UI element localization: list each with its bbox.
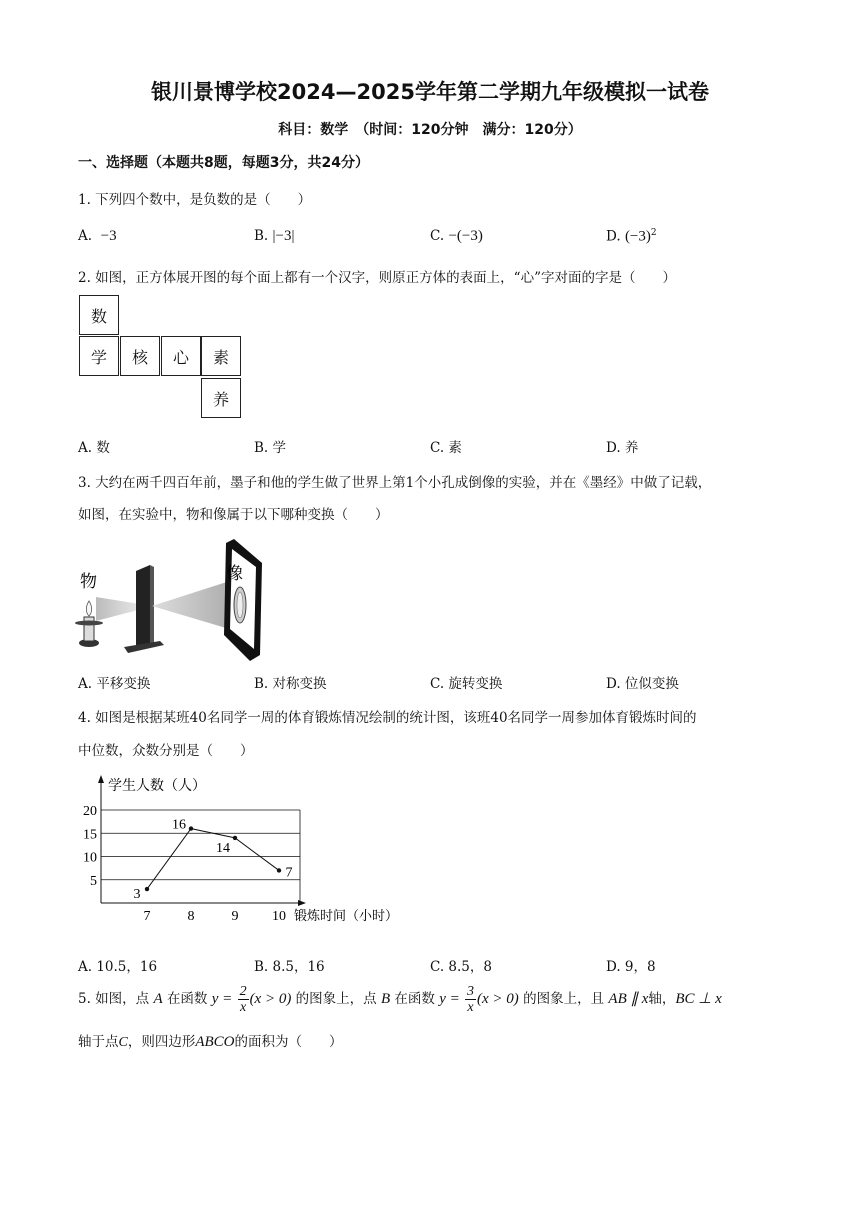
x-tick-label: 8 (187, 909, 195, 924)
x-axis-arrow-icon (298, 900, 306, 906)
q4-option-b: B. 8.5，16 (254, 959, 325, 975)
net-cell-2: 学 (79, 336, 119, 376)
net-cell-3: 核 (120, 336, 160, 376)
y-axis-title: 学生人数（人） (108, 779, 206, 794)
x-axis-title: 锻炼时间（小时） (294, 908, 399, 923)
question-5-stem-line-1: 5. 如图，点 A 在函数 y = $\frac{2}{x}$ (x > 0) 的图象上，点 B 在函数 y = $\frac{3}{x}$ (x > 0) 的图象上，且 AB ∥ x轴，BC ⊥ x (78, 984, 722, 1015)
y-tick-label: 20 (83, 804, 97, 819)
x-tick-label: 9 (231, 909, 239, 924)
q4-option-d: D. 9，8 (606, 959, 656, 975)
data-label: 3 (133, 887, 141, 903)
object-label: 物 (80, 572, 97, 591)
section-heading: 一、选择题（本题共8题，每题3分，共24分） (78, 155, 369, 171)
question-4-stem-line-2: 中位数，众数分别是（ ） (78, 743, 254, 759)
fraction-3-over-x: $\frac{3}{x}$ (467, 984, 475, 1015)
image-label: 像 (226, 564, 243, 583)
exam-info: 科目：数学 （时间：120分钟 满分：120分） (278, 122, 582, 138)
question-4-stem-line-1: 4. 如图是根据某班40名同学一周的体育锻炼情况绘制的统计图，该班40名同学一周参加体育锻炼时间的 (78, 710, 697, 726)
question-3-stem-line-1: 3. 大约在两千四百年前，墨子和他的学生做了世界上第1个小孔成倒像的实验，并在《墨经》中做了记载， (78, 475, 712, 491)
q2-option-b: B. 学 (254, 440, 287, 456)
q3-option-a: A. 平移变换 (78, 676, 151, 692)
fraction-2-over-x: $\frac{2}{x}$ (239, 984, 247, 1015)
exercise-time-line-chart (74, 770, 424, 930)
q4-option-c: C. 8.5，8 (430, 959, 492, 975)
projection-screen (224, 539, 262, 661)
q3-option-c: C. 旋转变换 (430, 676, 503, 692)
data-label: 14 (216, 840, 230, 856)
question-2-stem: 2. 如图，正方体展开图的每个面上都有一个汉字，则原正方体的表面上，“心”字对面的字是（ ） (78, 270, 676, 286)
question-3-stem-line-2: 如图，在实验中，物和像属于以下哪种变换（ ） (78, 507, 389, 523)
y-tick-label: 15 (83, 827, 97, 843)
q2-option-a: A. 数 (78, 440, 110, 456)
data-point (277, 868, 281, 872)
q1-option-d: D. $(-3)^2$ (606, 228, 657, 245)
page-title: 银川景博学校2024—2025学年第二学期九年级模拟一试卷 (151, 80, 709, 104)
q3-option-b: B. 对称变换 (254, 676, 327, 692)
x-tick-label: 10 (272, 909, 286, 924)
condition-2: (x > 0) (477, 991, 519, 1007)
data-label: 7 (285, 865, 293, 881)
net-cell-4: 心 (161, 336, 201, 376)
y-axis-arrow-icon (98, 775, 104, 783)
net-cell-6: 养 (201, 378, 241, 418)
question-5-stem-line-2: 轴于点C，则四边形ABCO的面积为（ ） (78, 1034, 343, 1050)
q2-option-c: C. 素 (430, 440, 462, 456)
q1-option-b: B. |−3| (254, 228, 295, 244)
q3-option-d: D. 位似变换 (606, 676, 679, 692)
q2-option-d: D. 养 (606, 440, 639, 456)
data-point (189, 826, 193, 830)
chart-grid (101, 810, 300, 903)
q1-option-a: A. −3 (78, 228, 117, 244)
net-cell-1: 数 (79, 295, 119, 335)
x-tick-label: 7 (143, 909, 151, 924)
q1-option-c: C. −(−3) (430, 228, 483, 244)
chart-axes (98, 775, 306, 906)
y-tick-label: 10 (83, 850, 97, 866)
pinhole-camera-figure (74, 535, 270, 663)
q4-option-a: A. 10.5，16 (78, 959, 158, 975)
net-cell-5: 素 (201, 336, 241, 376)
data-point (145, 887, 149, 891)
question-1-stem: 1. 下列四个数中，是负数的是（ ） (78, 192, 312, 208)
data-point (233, 836, 237, 840)
function-y-eq-2: y = (439, 991, 460, 1007)
data-label: 16 (172, 817, 186, 833)
y-tick-label: 5 (90, 873, 97, 889)
